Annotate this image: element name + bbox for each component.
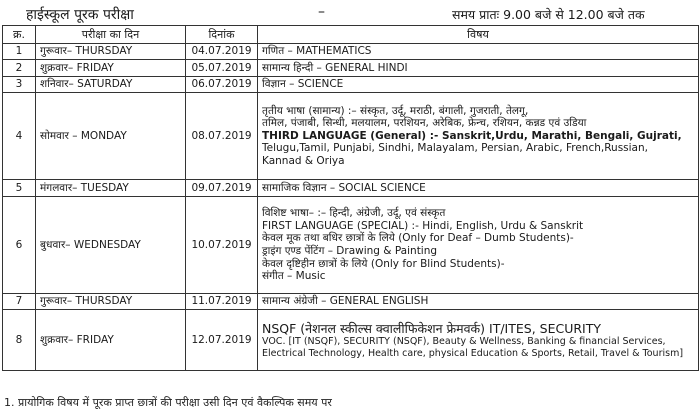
- header-dash: –: [318, 4, 325, 20]
- date-cell: 11.07.2019: [186, 294, 258, 310]
- subject-line: गणित – MATHEMATICS: [262, 45, 372, 58]
- subject-line: Kannad & Oriya: [262, 154, 345, 167]
- col-header-subject: विषय: [258, 26, 699, 44]
- subject-line: Telugu,Tamil, Punjabi, Sindhi, Malayalam, Persian, Arabic, French,Russian,: [262, 142, 648, 155]
- table-row: [3, 93, 699, 180]
- subject-line: विज्ञान – SCIENCE: [262, 78, 344, 91]
- day-cell: बुधवार– WEDNESDAY: [36, 197, 186, 294]
- table-row: [3, 180, 699, 197]
- subject-cell: [258, 180, 699, 197]
- exam-timing: समय प्रातः 9.00 बजे से 12.00 बजे तक: [452, 7, 645, 22]
- serial-cell: 4: [3, 93, 36, 180]
- day-cell: शुक्रवार– FRIDAY: [36, 60, 186, 77]
- table-row: [3, 294, 699, 310]
- col-header-date: दिनांक: [186, 26, 258, 44]
- serial-cell: 6: [3, 197, 36, 294]
- serial-cell: 8: [3, 310, 36, 371]
- table-row: [3, 310, 699, 371]
- date-cell: 09.07.2019: [186, 180, 258, 197]
- subject-cell: [258, 93, 699, 180]
- serial-cell: 1: [3, 44, 36, 60]
- table-header-row: [3, 26, 699, 44]
- subject-cell: [258, 310, 699, 371]
- subject-cell: [258, 77, 699, 93]
- serial-cell: 7: [3, 294, 36, 310]
- page-header: [0, 0, 700, 26]
- table-row: [3, 60, 699, 77]
- col-header-day: परीक्षा का दिन: [36, 26, 186, 44]
- table-row: [3, 44, 699, 60]
- day-cell: शनिवार– SATURDAY: [36, 77, 186, 93]
- date-cell: 05.07.2019: [186, 60, 258, 77]
- subject-line: तमिल, पंजाबी, सिन्धी, मलयालम, परशियन, अरेबिक, फ्रेन्च, रशियन, कन्नड एवं उडिया: [262, 117, 587, 130]
- col-header-sn: क्र.: [3, 26, 36, 44]
- subject-line: VOC. [IT (NSQF), SECURITY (NSQF), Beauty & Wellness, Banking & financial Services, Electrical Technology, Health care, physical Education & Sports, Retail, Travel & Tourism]: [262, 336, 684, 359]
- serial-cell: 3: [3, 77, 36, 93]
- subject-line: FIRST LANGUAGE (SPECIAL) :- Hindi, English, Urdu & Sanskrit: [262, 219, 584, 232]
- subject-cell: [258, 44, 699, 60]
- subject-line: सामान्य हिन्दी – GENERAL HINDI: [262, 61, 408, 74]
- day-cell: शुक्रवार– FRIDAY: [36, 310, 186, 371]
- table-row: [3, 197, 699, 294]
- subject-line: संगीत – Music: [262, 270, 326, 283]
- date-cell: 08.07.2019: [186, 93, 258, 180]
- day-cell: गुरूवार– THURSDAY: [36, 294, 186, 310]
- subject-line: सामाजिक विज्ञान – SOCIAL SCIENCE: [262, 181, 426, 194]
- subject-line: THIRD LANGUAGE (General) :- Sanskrit,Urdu, Marathi, Bengali, Gujrati,: [262, 129, 682, 142]
- subject-cell: [258, 197, 699, 294]
- table-row: [3, 77, 699, 93]
- subject-cell: [258, 60, 699, 77]
- serial-cell: 2: [3, 60, 36, 77]
- day-cell: मंगलवार– TUESDAY: [36, 180, 186, 197]
- footnote: 1. प्रायोगिक विषय में पूरक प्राप्त छात्रों की परीक्षा उसी दिन एवं वैकल्पिक समय पर: [4, 396, 332, 409]
- subject-line: केवल दृष्टिहीन छात्रों के लिये (Only for Blind Students)-: [262, 257, 505, 270]
- date-cell: 10.07.2019: [186, 197, 258, 294]
- exam-schedule-table: [2, 25, 699, 371]
- date-cell: 12.07.2019: [186, 310, 258, 371]
- exam-title: हाईस्कूल पूरक परीक्षा: [26, 7, 134, 23]
- subject-line: तृतीय भाषा (सामान्य) :– संस्कृत, उर्दू, मराठी, बंगाली, गुजराती, तेलगू,: [262, 104, 529, 117]
- subject-line: NSQF (नेशनल स्कील्स क्वालीफिकेशन फ्रेमवर्क) IT/ITES, SECURITY: [262, 321, 601, 337]
- day-cell: गुरूवार– THURSDAY: [36, 44, 186, 60]
- serial-cell: 5: [3, 180, 36, 197]
- subject-line: ड्राइंग एण्ड पेंटिंग – Drawing & Painting: [262, 245, 438, 257]
- day-cell: सोमवार – MONDAY: [36, 93, 186, 180]
- date-cell: 06.07.2019: [186, 77, 258, 93]
- subject-line: सामान्य अंग्रेजी – GENERAL ENGLISH: [262, 295, 429, 308]
- subject-cell: [258, 294, 699, 310]
- subject-line: विशिष्ट भाषा– :– हिन्दी, अंग्रेजी, उर्दू, एवं संस्कृत: [262, 207, 446, 220]
- date-cell: 04.07.2019: [186, 44, 258, 60]
- subject-line: केवल मूक तथा बधिर छात्रों के लिये (Only for Deaf – Dumb Students)-: [262, 232, 574, 245]
